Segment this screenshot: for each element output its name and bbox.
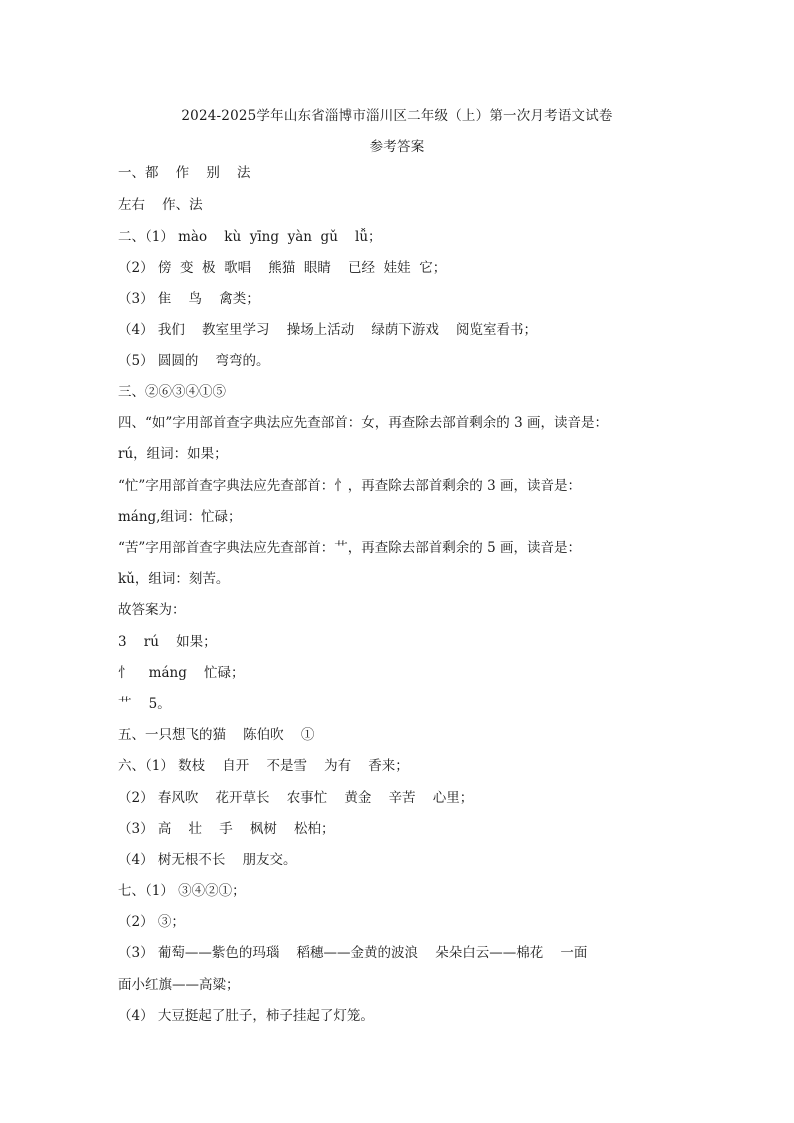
answer-line-15: 故答案为： xyxy=(118,602,186,618)
answer-line-14: kǔ，组词：刻苦。 xyxy=(118,571,230,587)
answer-line-26: （3） 葡萄——紫色的玛瑙 稻穗——金黄的波浪 朵朵白云——棉花 一面 xyxy=(118,945,588,961)
answer-line-2: 左右 作、法 xyxy=(118,197,203,213)
answer-line-3: 二、（1） mào kù yīng yàn gǔ lǚ； xyxy=(118,229,382,245)
answer-line-22: （3） 高 壮 手 枫树 松柏； xyxy=(118,821,335,837)
answer-line-11: “忙”字用部首查字典法应先查部首：忄，再查除去部首剩余的 3 画，读音是： xyxy=(118,478,581,494)
answer-line-28: （4） 大豆挺起了肚子，柿子挂起了灯笼。 xyxy=(118,1008,374,1024)
answer-line-4: （2） 傍 变 极 歌唱 熊猫 眼睛 已经 娃娃 它； xyxy=(118,260,447,276)
answer-line-23: （4） 树无根不长 朋友交。 xyxy=(118,852,297,868)
answer-line-10: rú，组词：如果； xyxy=(118,446,228,462)
answer-line-24: 七、（1） ③④②①； xyxy=(118,883,246,899)
answer-line-13: “苦”字用部首查字典法应先查部首：艹，再查除去部首剩余的 5 画，读音是： xyxy=(118,540,581,556)
answer-line-8: 三、②⑥③④①⑤ xyxy=(118,384,226,400)
answer-line-19: 五、一只想飞的猫 陈伯吹 ① xyxy=(118,727,315,743)
answer-line-6: （4） 我们 教室里学习 操场上活动 绿荫下游戏 阅览室看书； xyxy=(118,322,538,338)
answer-line-25: （2） ③； xyxy=(118,914,185,930)
answer-line-9: 四、“如”字用部首查字典法应先查部首：女，再查除去部首剩余的 3 画，读音是： xyxy=(118,415,608,431)
answer-line-7: （5） 圆圆的 弯弯的。 xyxy=(118,353,270,369)
answer-line-20: 六、（1） 数枝 自开 不是雪 为有 香来； xyxy=(118,758,409,774)
answer-line-18: 艹 5。 xyxy=(118,696,171,712)
answer-line-17: 忄 máng 忙碌； xyxy=(118,665,245,681)
answer-line-12: máng,组词：忙碌； xyxy=(118,509,242,525)
answer-subtitle: 参考答案 xyxy=(369,139,425,155)
answer-line-5: （3） 隹 鸟 禽类； xyxy=(118,291,260,307)
answer-line-1: 一、都 作 别 法 xyxy=(118,165,251,181)
answer-line-21: （2） 春风吹 花开草长 农事忙 黄金 辛苦 心里； xyxy=(118,790,474,806)
answer-line-16: 3 rú 如果； xyxy=(118,634,217,650)
answer-line-27: 面小红旗——高粱； xyxy=(118,977,240,993)
exam-title: 2024-2025学年山东省淄博市淄川区二年级（上）第一次月考语文试卷 xyxy=(181,108,613,124)
